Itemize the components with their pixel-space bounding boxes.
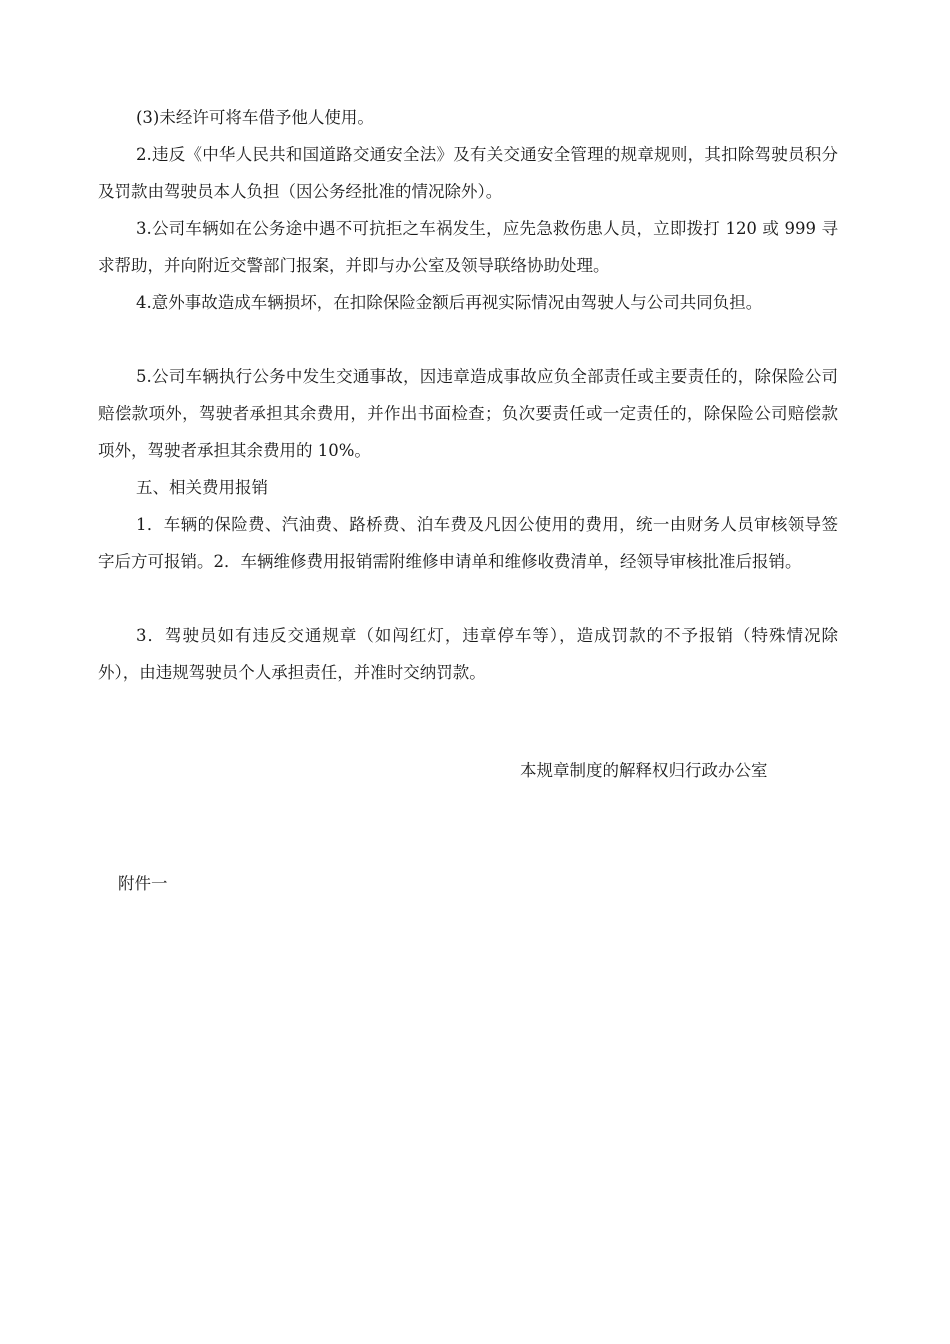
attachment-label: 附件一: [118, 874, 168, 893]
paragraph-accidental-damage: 4.意外事故造成车辆损坏，在扣除保险金额后再视实际情况由驾驶人与公司共同负担。: [136, 292, 763, 312]
paragraph-fines-not-reimbursed: 3．驾驶员如有违反交通规章（如闯红灯，违章停车等），造成罚款的不予报销（特殊情况除外），由违规驾驶员个人承担责任，并准时交纳罚款。: [98, 625, 838, 682]
section-heading-expense-reimbursement: 五、相关费用报销: [136, 477, 268, 497]
paragraph-accident-response: 3.公司车辆如在公务途中遇不可抗拒之车祸发生，应先急救伤患人员，立即拨打 120 或 999 寻求帮助，并向附近交警部门报案，并即与办公室及领导联络协助处理。: [98, 218, 838, 275]
paragraph-traffic-law-violation: 2.违反《中华人民共和国道路交通安全法》及有关交通安全管理的规章规则，其扣除驾驶员积分及罚款由驾驶员本人负担（因公务经批准的情况除外）。: [98, 144, 838, 201]
paragraph-reimbursement-rules: 1．车辆的保险费、汽油费、路桥费、泊车费及凡因公使用的费用，统一由财务人员审核领导签字后方可报销。2．车辆维修费用报销需附维修申请单和维修收费清单，经领导审核批准后报销。: [98, 514, 838, 571]
paragraph-accident-liability: 5.公司车辆执行公务中发生交通事故，因违章造成事故应负全部责任或主要责任的，除保险公司赔偿款项外，驾驶者承担其余费用，并作出书面检查；负次要责任或一定责任的，除保险公司赔偿款项外，驾驶者承担其余费用的 10%。: [98, 366, 838, 460]
paragraph-clause-3-lending: (3)未经许可将车借予他人使用。: [136, 107, 374, 127]
interpretation-statement: 本规章制度的解释权归行政办公室: [520, 761, 768, 780]
